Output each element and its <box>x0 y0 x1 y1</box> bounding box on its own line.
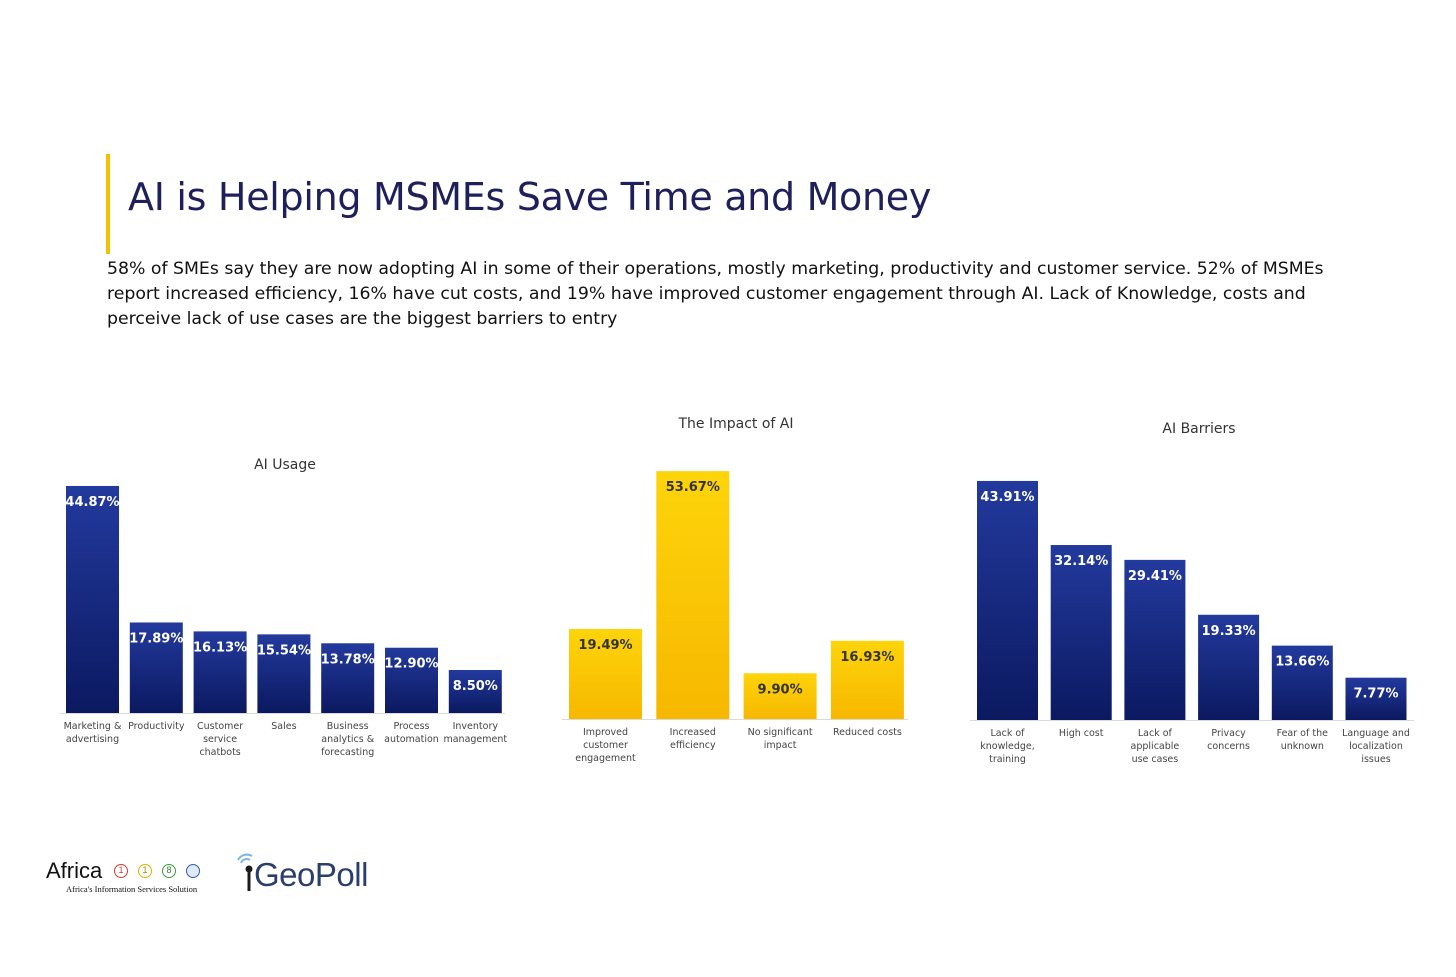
bar-lack-of-knowledge-training <box>977 481 1038 720</box>
chart-ai-barriers <box>970 481 1414 765</box>
data-label-high-cost: 32.14% <box>1054 554 1109 570</box>
data-label-lack-of-knowledge-training: 43.91% <box>980 489 1035 505</box>
data-label-improved-customer-engagement: 19.49% <box>578 637 633 653</box>
category-label-privacy-concerns: Privacy concerns <box>1207 728 1251 752</box>
africa-logo-digit-3: 8 <box>162 864 176 878</box>
chart-title-ai-usage: AI Usage <box>254 457 316 473</box>
data-label-marketing-advertising: 44.87% <box>65 494 120 510</box>
geopoll-logo-word: GeoPoll <box>254 856 368 893</box>
category-label-marketing-advertising: Marketing & advertising <box>63 721 122 745</box>
africa-globe-icon <box>186 864 200 878</box>
data-label-sales: 15.54% <box>256 643 311 659</box>
data-label-language-and-localization-issues: 7.77% <box>1353 686 1399 702</box>
category-label-fear-of-the-unknown: Fear of the unknown <box>1276 728 1328 752</box>
category-label-no-significant-impact: No significant impact <box>747 727 813 751</box>
data-label-lack-of-applicable-use-cases: 29.41% <box>1127 568 1182 584</box>
category-label-improved-customer-engagement: Improved customer engagement <box>575 727 636 764</box>
bar-high-cost <box>1051 545 1112 720</box>
category-label-business-analytics-forecasting: Business analytics & forecasting <box>321 721 375 758</box>
chart-title-barriers: AI Barriers <box>1162 421 1236 437</box>
category-label-customer-service-chatbots: Customer service chatbots <box>197 721 244 758</box>
chart-impact-of-ai <box>562 471 908 764</box>
category-label-reduced-costs: Reduced costs <box>832 727 902 738</box>
data-label-inventory-management: 8.50% <box>452 678 498 694</box>
category-label-inventory-management: Inventory management <box>443 721 508 745</box>
data-label-process-automation: 12.90% <box>384 656 439 672</box>
africa-logo-word: Africa <box>46 858 103 883</box>
data-label-customer-service-chatbots: 16.13% <box>193 640 248 656</box>
category-label-increased-efficiency: Increased efficiency <box>669 727 716 751</box>
africa-logo-digit-1: 1 <box>114 864 128 878</box>
category-label-lack-of-knowledge-training: Lack of knowledge, training <box>980 728 1035 765</box>
category-label-process-automation: Process automation <box>384 721 439 745</box>
bar-marketing-advertising <box>66 486 119 713</box>
africa118-logo <box>46 858 216 898</box>
africa-logo-digit-2: 1 <box>138 864 152 878</box>
data-label-no-significant-impact: 9.90% <box>757 682 803 698</box>
chart-title-impact: The Impact of AI <box>678 416 794 432</box>
category-label-language-and-localization-issues: Language and localization issues <box>1342 728 1410 765</box>
data-label-business-analytics-forecasting: 13.78% <box>320 652 375 668</box>
africa-logo-tagline: Africa's Information Services Solution <box>66 884 198 894</box>
category-label-lack-of-applicable-use-cases: Lack of applicable use cases <box>1130 728 1180 765</box>
bar-increased-efficiency <box>656 471 729 719</box>
data-label-productivity: 17.89% <box>129 631 184 647</box>
intro-paragraph: 58% of SMEs say they are now adopting AI in some of their operations, mostly marketing, productivity and customer service. 52% of MSMEs report increased efficiency, 16% have cut costs, and 19% have improved customer engagement through AI. Lack of Knowledge, costs and perceive lack of use cases are the biggest barriers to entry <box>107 259 1324 329</box>
chart-ai-usage <box>60 486 507 758</box>
bar-lack-of-applicable-use-cases <box>1124 560 1185 720</box>
page-title: AI is Helping MSMEs Save Time and Money <box>128 175 932 219</box>
data-label-reduced-costs: 16.93% <box>840 649 895 665</box>
category-label-sales: Sales <box>271 721 297 732</box>
category-label-productivity: Productivity <box>128 721 185 732</box>
category-label-high-cost: High cost <box>1058 728 1104 739</box>
data-label-fear-of-the-unknown: 13.66% <box>1275 654 1330 670</box>
data-label-privacy-concerns: 19.33% <box>1201 623 1256 639</box>
data-label-increased-efficiency: 53.67% <box>665 480 720 496</box>
geopoll-logo <box>232 848 392 898</box>
